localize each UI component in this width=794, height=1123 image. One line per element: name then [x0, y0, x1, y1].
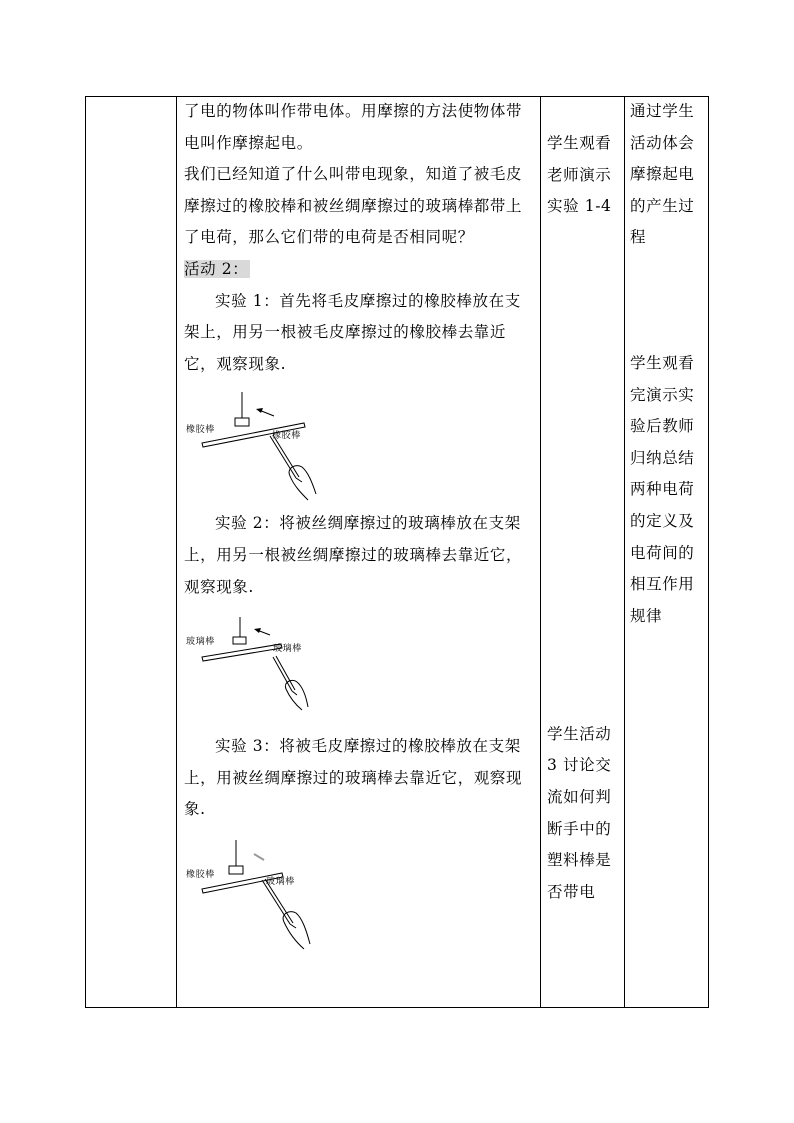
table-divider-2: [540, 96, 541, 1008]
intent-note-summary: 学生观看完演示实验后教师归纳总结两种电荷的定义及电荷间的相互作用规律: [630, 353, 695, 625]
table-divider-3: [624, 96, 625, 1008]
student-activity-cell: [547, 96, 621, 1008]
figure-3-left-label: 橡胶棒: [186, 869, 215, 880]
table-divider-1: [176, 96, 177, 1008]
figure-1-right-label: 橡胶棒: [272, 431, 301, 442]
teaching-process-cell: [182, 96, 529, 1008]
figure-1-left-label: 橡胶棒: [186, 425, 215, 436]
figure-2-left-label: 玻璃棒: [186, 637, 215, 648]
paragraph-question: 我们已经知道了什么叫带电现象，知道了被毛皮摩擦过的橡胶棒和被丝绸摩擦过的玻璃棒都带上了电荷，那么它们带的电荷是否相同呢？: [184, 165, 523, 247]
experiment-3-text: 实验 3：将被毛皮摩擦过的橡胶棒放在支架上，用被丝绸摩擦过的玻璃棒去靠近它，观察现象.: [184, 737, 523, 819]
experiment-1-figure: [186, 390, 336, 502]
experiment-2-figure: [186, 613, 336, 725]
activity-heading: [184, 254, 529, 286]
lesson-table: [85, 96, 709, 1008]
activity-label: 活动 2：: [184, 259, 249, 278]
student-note-discuss: 学生活动 3 讨论交流如何判断手中的塑料棒是否带电: [547, 724, 612, 901]
figure-2-right-label: 玻璃棒: [273, 644, 302, 655]
figure-3-right-label: 玻璃棒: [266, 876, 295, 887]
experiment-3-figure: [186, 836, 336, 962]
table-border-left: [85, 96, 86, 1008]
design-intent-cell: [630, 96, 706, 1008]
student-note-observe: 学生观看老师演示实验 1-4: [547, 134, 612, 216]
intent-note-friction: 通过学生活动体会摩擦起电的产生过程: [630, 102, 695, 247]
table-border-right: [708, 96, 709, 1008]
experiment-1-text: 实验 1：首先将毛皮摩擦过的橡胶棒放在支架上，用另一根被毛皮摩擦过的橡胶棒去靠近它，观察现象.: [184, 291, 521, 373]
paragraph-charged-body: 了电的物体叫作带电体。用摩擦的方法使物体带电叫作摩擦起电。: [184, 102, 523, 152]
experiment-2-text: 实验 2：将被丝绸摩擦过的玻璃棒放在支架上，用另一根被丝绸摩擦过的玻璃棒去靠近它，观察现象.: [184, 514, 523, 596]
